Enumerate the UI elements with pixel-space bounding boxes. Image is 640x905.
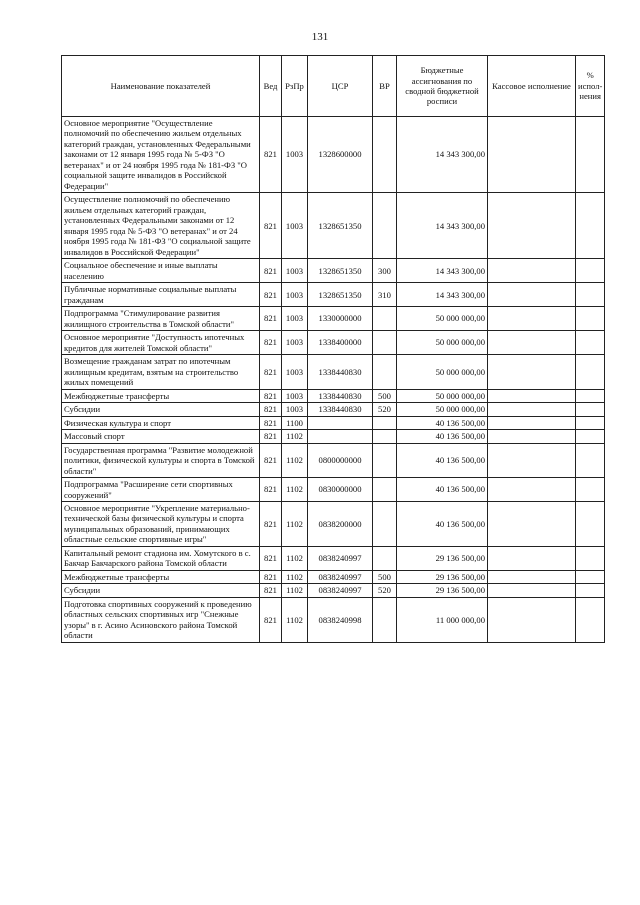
row-vr-cell [373, 355, 397, 389]
row-ved-cell: 821 [260, 443, 282, 477]
row-name-cell: Основное мероприятие "Осуществление полномочий по обеспечению жильем отдельных категорий граждан, установленных Федеральными законами от 12 января 1995 года № 5-ФЗ "О ветеранах" и от 24 ноября 1995 года № 181-ФЗ "О социальной защите инвалидов в Российской Федерации" [62, 117, 260, 193]
row-ved-cell: 821 [260, 389, 282, 402]
row-amount-cell: 50 000 000,00 [397, 389, 488, 402]
row-csr-cell: 1328600000 [308, 117, 373, 193]
row-vr-cell: 310 [373, 283, 397, 307]
row-rzpr-cell: 1102 [282, 430, 308, 443]
row-amount-cell: 29 136 500,00 [397, 570, 488, 583]
row-name-cell: Возмещение гражданам затрат по ипотечным жилищным кредитам, взятым на строительство жилых помещений [62, 355, 260, 389]
row-vr-cell [373, 478, 397, 502]
row-csr-cell: 0838240997 [308, 584, 373, 597]
row-amount-cell: 50 000 000,00 [397, 307, 488, 331]
header-cash-execution: Кассовое исполнение [488, 56, 576, 117]
table-row [62, 331, 605, 355]
table-row [62, 443, 605, 477]
row-rzpr-cell: 1102 [282, 501, 308, 546]
row-csr-cell: 1338440830 [308, 389, 373, 402]
row-csr-cell: 0800000000 [308, 443, 373, 477]
table-row [62, 117, 605, 193]
row-csr-cell: 1338440830 [308, 403, 373, 416]
row-vr-cell [373, 117, 397, 193]
row-csr-cell: 1330000000 [308, 307, 373, 331]
header-name: Наименование показателей [62, 56, 260, 117]
row-amount-cell: 29 136 500,00 [397, 584, 488, 597]
row-amount-cell: 14 343 300,00 [397, 283, 488, 307]
row-ved-cell: 821 [260, 570, 282, 583]
row-csr-cell: 0838200000 [308, 501, 373, 546]
row-rzpr-cell: 1102 [282, 546, 308, 570]
row-amount-cell: 11 000 000,00 [397, 597, 488, 642]
row-cash-execution-cell [488, 259, 576, 283]
row-rzpr-cell: 1102 [282, 597, 308, 642]
row-name-cell: Подпрограмма "Стимулирование развития жилищного строительства в Томской области" [62, 307, 260, 331]
row-percent-cell [576, 430, 605, 443]
row-amount-cell: 14 343 300,00 [397, 259, 488, 283]
table-row [62, 430, 605, 443]
row-percent-cell [576, 478, 605, 502]
row-vr-cell: 500 [373, 389, 397, 402]
row-ved-cell: 821 [260, 430, 282, 443]
table-row [62, 584, 605, 597]
table-row [62, 478, 605, 502]
row-amount-cell: 40 136 500,00 [397, 443, 488, 477]
row-vr-cell [373, 193, 397, 259]
row-rzpr-cell: 1102 [282, 443, 308, 477]
row-ved-cell: 821 [260, 403, 282, 416]
row-csr-cell: 0838240998 [308, 597, 373, 642]
row-percent-cell [576, 570, 605, 583]
row-rzpr-cell: 1102 [282, 584, 308, 597]
row-percent-cell [576, 355, 605, 389]
row-amount-cell: 40 136 500,00 [397, 416, 488, 429]
row-csr-cell: 1338440830 [308, 355, 373, 389]
row-cash-execution-cell [488, 389, 576, 402]
row-name-cell: Основное мероприятие "Укрепление материально-технической базы физической культуры и спорта муниципальных образований, принимающих областные сельские спортивные игры" [62, 501, 260, 546]
row-ved-cell: 821 [260, 117, 282, 193]
row-rzpr-cell: 1003 [282, 283, 308, 307]
row-cash-execution-cell [488, 331, 576, 355]
row-amount-cell: 14 343 300,00 [397, 193, 488, 259]
row-ved-cell: 821 [260, 597, 282, 642]
row-rzpr-cell: 1003 [282, 389, 308, 402]
row-rzpr-cell: 1102 [282, 570, 308, 583]
row-cash-execution-cell [488, 416, 576, 429]
table-row [62, 355, 605, 389]
row-cash-execution-cell [488, 430, 576, 443]
row-percent-cell [576, 443, 605, 477]
row-amount-cell: 14 343 300,00 [397, 117, 488, 193]
row-csr-cell: 1338400000 [308, 331, 373, 355]
row-percent-cell [576, 259, 605, 283]
row-percent-cell [576, 117, 605, 193]
table-row [62, 501, 605, 546]
row-vr-cell: 300 [373, 259, 397, 283]
row-csr-cell [308, 430, 373, 443]
row-ved-cell: 821 [260, 478, 282, 502]
row-cash-execution-cell [488, 283, 576, 307]
budget-table [61, 55, 605, 643]
row-cash-execution-cell [488, 193, 576, 259]
row-csr-cell: 1328651350 [308, 259, 373, 283]
row-csr-cell: 1328651350 [308, 283, 373, 307]
table-row [62, 307, 605, 331]
row-vr-cell: 500 [373, 570, 397, 583]
table-row [62, 259, 605, 283]
row-percent-cell [576, 193, 605, 259]
table-row [62, 283, 605, 307]
row-name-cell: Подготовка спортивных сооружений к проведению областных сельских спортивных игр "Снежные узоры" в г. Асино Асиновского района Томской области [62, 597, 260, 642]
table-row [62, 193, 605, 259]
row-csr-cell: 0830000000 [308, 478, 373, 502]
row-ved-cell: 821 [260, 584, 282, 597]
row-cash-execution-cell [488, 584, 576, 597]
row-name-cell: Публичные нормативные социальные выплаты гражданам [62, 283, 260, 307]
row-vr-cell: 520 [373, 584, 397, 597]
row-amount-cell: 40 136 500,00 [397, 430, 488, 443]
header-budget-allocation: Бюджетные ассигнования по сводной бюджетной росписи [397, 56, 488, 117]
row-name-cell: Подпрограмма "Расширение сети спортивных сооружений" [62, 478, 260, 502]
row-rzpr-cell: 1003 [282, 331, 308, 355]
row-ved-cell: 821 [260, 416, 282, 429]
row-ved-cell: 821 [260, 546, 282, 570]
row-cash-execution-cell [488, 443, 576, 477]
row-ved-cell: 821 [260, 307, 282, 331]
row-vr-cell [373, 430, 397, 443]
row-name-cell: Государственная программа "Развитие молодежной политики, физической культуры и спорта в Томской области" [62, 443, 260, 477]
row-csr-cell: 0838240997 [308, 570, 373, 583]
header-execution-percent: % испол-нения [576, 56, 605, 117]
row-percent-cell [576, 331, 605, 355]
row-percent-cell [576, 546, 605, 570]
row-rzpr-cell: 1003 [282, 259, 308, 283]
row-name-cell: Субсидии [62, 584, 260, 597]
row-percent-cell [576, 307, 605, 331]
row-cash-execution-cell [488, 570, 576, 583]
row-cash-execution-cell [488, 597, 576, 642]
row-name-cell: Капитальный ремонт стадиона им. Хомутского в с. Бакчар Бакчарского района Томской области [62, 546, 260, 570]
row-name-cell: Межбюджетные трансферты [62, 570, 260, 583]
row-vr-cell [373, 307, 397, 331]
header-ved: Вед [260, 56, 282, 117]
row-amount-cell: 40 136 500,00 [397, 478, 488, 502]
row-cash-execution-cell [488, 307, 576, 331]
row-cash-execution-cell [488, 355, 576, 389]
table-row [62, 416, 605, 429]
page-number: 131 [311, 31, 329, 43]
row-ved-cell: 821 [260, 193, 282, 259]
row-cash-execution-cell [488, 117, 576, 193]
row-amount-cell: 40 136 500,00 [397, 501, 488, 546]
table-row [62, 597, 605, 642]
row-cash-execution-cell [488, 478, 576, 502]
row-ved-cell: 821 [260, 259, 282, 283]
table-header-row [62, 56, 605, 117]
row-rzpr-cell: 1003 [282, 355, 308, 389]
row-rzpr-cell: 1003 [282, 307, 308, 331]
row-csr-cell: 0838240997 [308, 546, 373, 570]
row-percent-cell [576, 283, 605, 307]
row-amount-cell: 29 136 500,00 [397, 546, 488, 570]
row-ved-cell: 821 [260, 501, 282, 546]
row-rzpr-cell: 1003 [282, 403, 308, 416]
row-ved-cell: 821 [260, 331, 282, 355]
row-csr-cell: 1328651350 [308, 193, 373, 259]
row-name-cell: Физическая культура и спорт [62, 416, 260, 429]
table-row [62, 570, 605, 583]
row-vr-cell [373, 416, 397, 429]
row-percent-cell [576, 597, 605, 642]
row-amount-cell: 50 000 000,00 [397, 331, 488, 355]
row-percent-cell [576, 389, 605, 402]
table-row [62, 403, 605, 416]
row-name-cell: Массовый спорт [62, 430, 260, 443]
header-vr: ВР [373, 56, 397, 117]
row-percent-cell [576, 501, 605, 546]
table-row [62, 389, 605, 402]
row-vr-cell [373, 331, 397, 355]
row-cash-execution-cell [488, 501, 576, 546]
row-vr-cell [373, 597, 397, 642]
row-rzpr-cell: 1003 [282, 193, 308, 259]
header-csr: ЦСР [308, 56, 373, 117]
row-vr-cell: 520 [373, 403, 397, 416]
row-percent-cell [576, 416, 605, 429]
row-percent-cell [576, 584, 605, 597]
row-ved-cell: 821 [260, 355, 282, 389]
row-vr-cell [373, 443, 397, 477]
table-row [62, 546, 605, 570]
row-amount-cell: 50 000 000,00 [397, 403, 488, 416]
row-rzpr-cell: 1102 [282, 478, 308, 502]
header-rzpr: РзПр [282, 56, 308, 117]
row-rzpr-cell: 1100 [282, 416, 308, 429]
row-percent-cell [576, 403, 605, 416]
row-name-cell: Межбюджетные трансферты [62, 389, 260, 402]
row-rzpr-cell: 1003 [282, 117, 308, 193]
row-name-cell: Субсидии [62, 403, 260, 416]
table-body [62, 117, 605, 643]
row-cash-execution-cell [488, 403, 576, 416]
row-amount-cell: 50 000 000,00 [397, 355, 488, 389]
row-ved-cell: 821 [260, 283, 282, 307]
row-csr-cell [308, 416, 373, 429]
row-name-cell: Основное мероприятие "Доступность ипотечных кредитов для жителей Томской области" [62, 331, 260, 355]
row-cash-execution-cell [488, 546, 576, 570]
row-vr-cell [373, 546, 397, 570]
row-name-cell: Осуществление полномочий по обеспечению жильем отдельных категорий граждан, установленных Федеральными законами от 12 января 1995 года № 5-ФЗ "О ветеранах" и от 24 ноября 1995 года № 181-ФЗ "О социальной защите инвалидов в Российской Федерации" [62, 193, 260, 259]
row-name-cell: Социальное обеспечение и иные выплаты населению [62, 259, 260, 283]
row-vr-cell [373, 501, 397, 546]
